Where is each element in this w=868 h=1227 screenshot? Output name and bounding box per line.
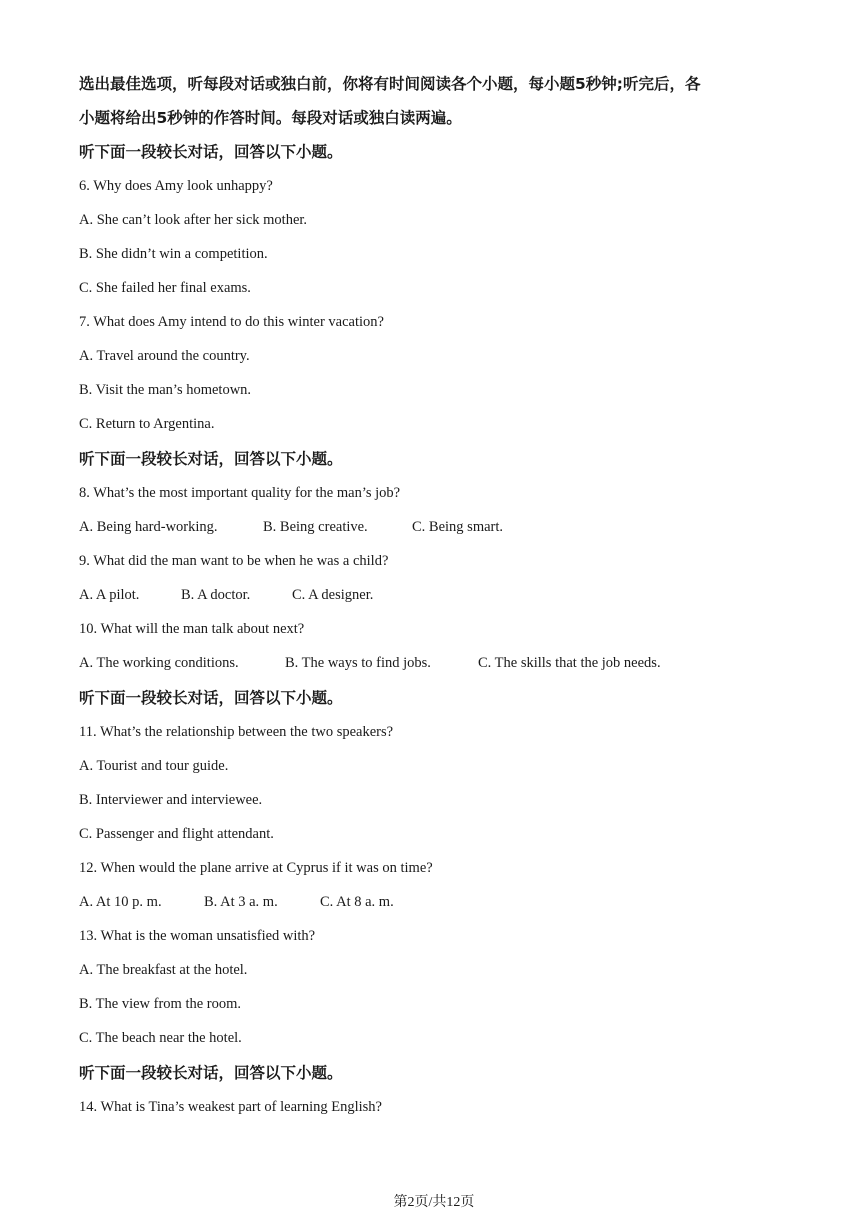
instructions-line-2: 小题将给出5秒钟的作答时间。每段对话或独白读两遍。 — [79, 109, 462, 127]
option-12c: C. At 8 a. m. — [320, 894, 394, 910]
question-10: 10. What will the man talk about next? — [79, 621, 305, 637]
question-13: 13. What is the woman unsatisfied with? — [79, 928, 316, 944]
option-13b: B. The view from the room. — [79, 996, 242, 1012]
option-6b: B. She didn’t win a competition. — [79, 246, 268, 262]
question-14: 14. What is Tina’s weakest part of learning English? — [79, 1099, 382, 1115]
option-9a: A. A pilot. — [79, 587, 140, 603]
section-heading: 听下面一段较长对话，回答以下小题。 — [79, 450, 343, 468]
question-7: 7. What does Amy intend to do this winter vacation? — [79, 314, 384, 330]
question-11: 11. What’s the relationship between the two speakers? — [79, 724, 394, 740]
option-9c: C. A designer. — [292, 587, 374, 603]
option-11c: C. Passenger and flight attendant. — [79, 826, 274, 842]
options-12 — [79, 892, 394, 912]
section-heading: 听下面一段较长对话，回答以下小题。 — [79, 1064, 343, 1082]
option-8a: A. Being hard-working. — [79, 519, 218, 535]
question-8: 8. What’s the most important quality for the man’s job? — [79, 485, 401, 501]
option-11b: B. Interviewer and interviewee. — [79, 792, 263, 808]
option-9b: B. A doctor. — [181, 587, 251, 603]
option-8c: C. Being smart. — [412, 519, 504, 535]
option-7a: A. Travel around the country. — [79, 348, 250, 364]
section-heading: 听下面一段较长对话，回答以下小题。 — [79, 143, 343, 161]
option-6c: C. She failed her final exams. — [79, 280, 251, 296]
option-7c: C. Return to Argentina. — [79, 416, 215, 432]
option-12b: B. At 3 a. m. — [204, 894, 278, 910]
options-8 — [79, 517, 503, 537]
options-10 — [79, 653, 661, 673]
option-10a: A. The working conditions. — [79, 655, 239, 671]
option-11a: A. Tourist and tour guide. — [79, 758, 229, 774]
option-12a: A. At 10 p. m. — [79, 894, 162, 910]
question-9: 9. What did the man want to be when he was a child? — [79, 553, 389, 569]
question-6: 6. Why does Amy look unhappy? — [79, 178, 273, 194]
instructions-line-1: 选出最佳选项，听每段对话或独白前，你将有时间阅读各个小题，每小题5秒钟;听完后，各 — [79, 75, 701, 93]
option-6a: A. She can’t look after her sick mother. — [79, 212, 308, 228]
option-13a: A. The breakfast at the hotel. — [79, 962, 248, 978]
option-8b: B. Being creative. — [263, 519, 368, 535]
option-10c: C. The skills that the job needs. — [478, 655, 661, 671]
option-7b: B. Visit the man’s hometown. — [79, 382, 252, 398]
option-13c: C. The beach near the hotel. — [79, 1030, 242, 1046]
section-heading: 听下面一段较长对话，回答以下小题。 — [79, 689, 343, 707]
option-10b: B. The ways to find jobs. — [285, 655, 431, 671]
options-9 — [79, 585, 373, 605]
question-12: 12. When would the plane arrive at Cyprus if it was on time? — [79, 860, 433, 876]
page-footer: 第2页/共12页 — [393, 1195, 475, 1210]
